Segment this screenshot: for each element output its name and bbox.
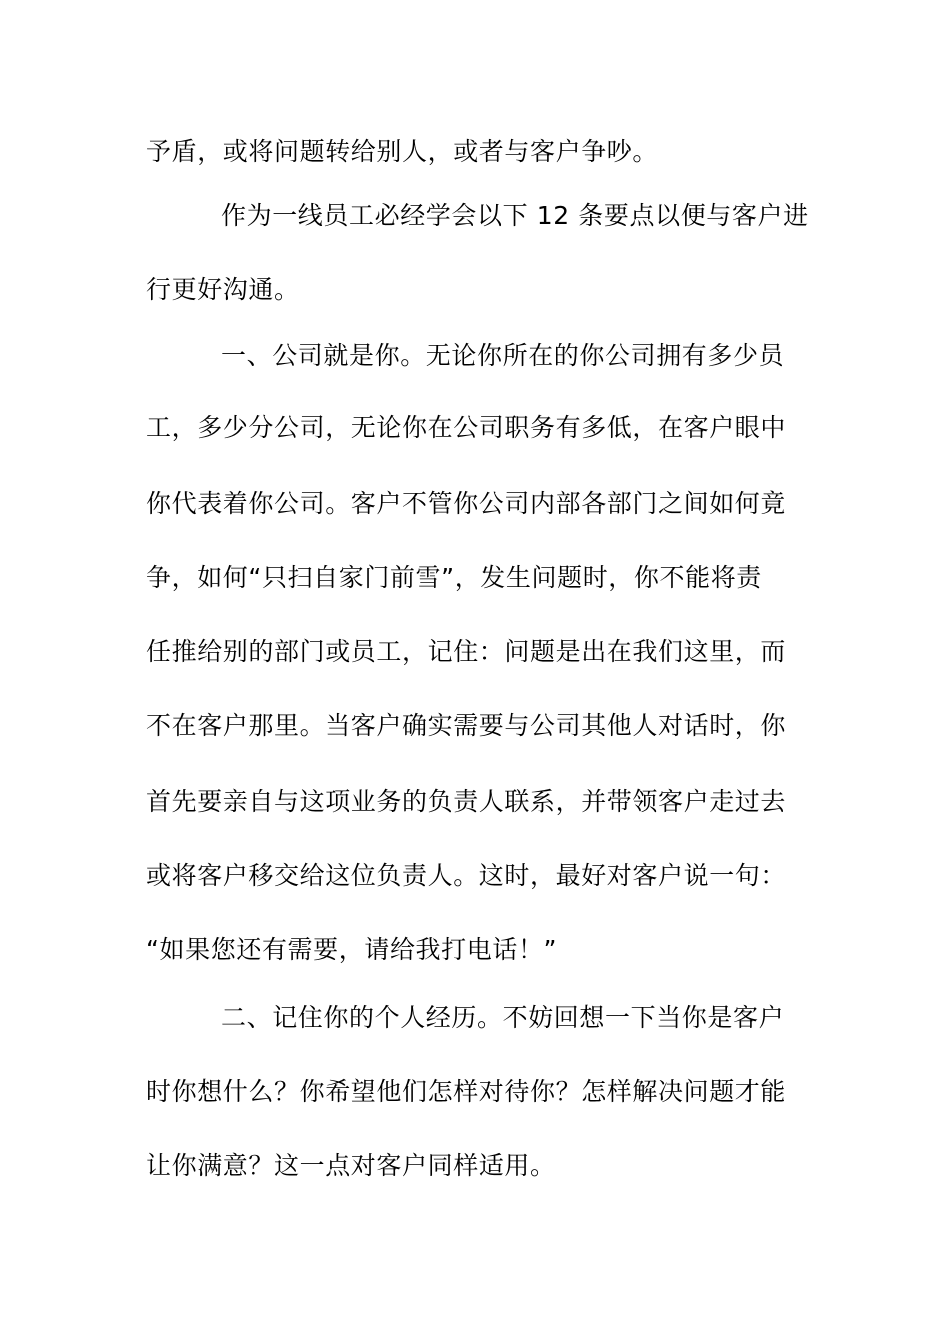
text-line-13: 二、记住你的个人经历。不妨回想一下当你是客户 [221, 1003, 785, 1032]
text-line-8: 任推给别的部门或员工，记住：问题是出在我们这里，而 [146, 637, 787, 666]
text-line-11: 或将客户移交给这位负责人。这时，最好对客户说一句： [146, 861, 787, 890]
text-line-10: 首先要亲自与这项业务的负责人联系，并带领客户走过去 [146, 787, 787, 816]
text-line-7: 争，如何“只扫自家门前雪”，发生问题时，你不能将责 [146, 563, 762, 592]
text-line-9: 不在客户那里。当客户确实需要与公司其他人对话时，你 [146, 711, 787, 740]
text-line-2: 作为一线员工必经学会以下 12 条要点以便与客户进 [221, 201, 809, 230]
text-line-15: 让你满意？这一点对客户同样适用。 [146, 1151, 556, 1180]
text-line-12: “如果您还有需要，请给我打电话！” [146, 935, 558, 964]
text-line-4: 一、公司就是你。无论你所在的你公司拥有多少员 [221, 341, 785, 370]
text-line-3: 行更好沟通。 [146, 275, 300, 304]
text-line-14: 时你想什么？你希望他们怎样对待你？怎样解决问题才能 [146, 1077, 787, 1106]
text-line-5: 工，多少分公司，无论你在公司职务有多低，在客户眼中 [146, 413, 787, 442]
text-line-6: 你代表着你公司。客户不管你公司内部各部门之间如何竟 [146, 489, 787, 518]
text-line-1: 予盾，或将问题转给别人，或者与客户争吵。 [146, 137, 659, 166]
